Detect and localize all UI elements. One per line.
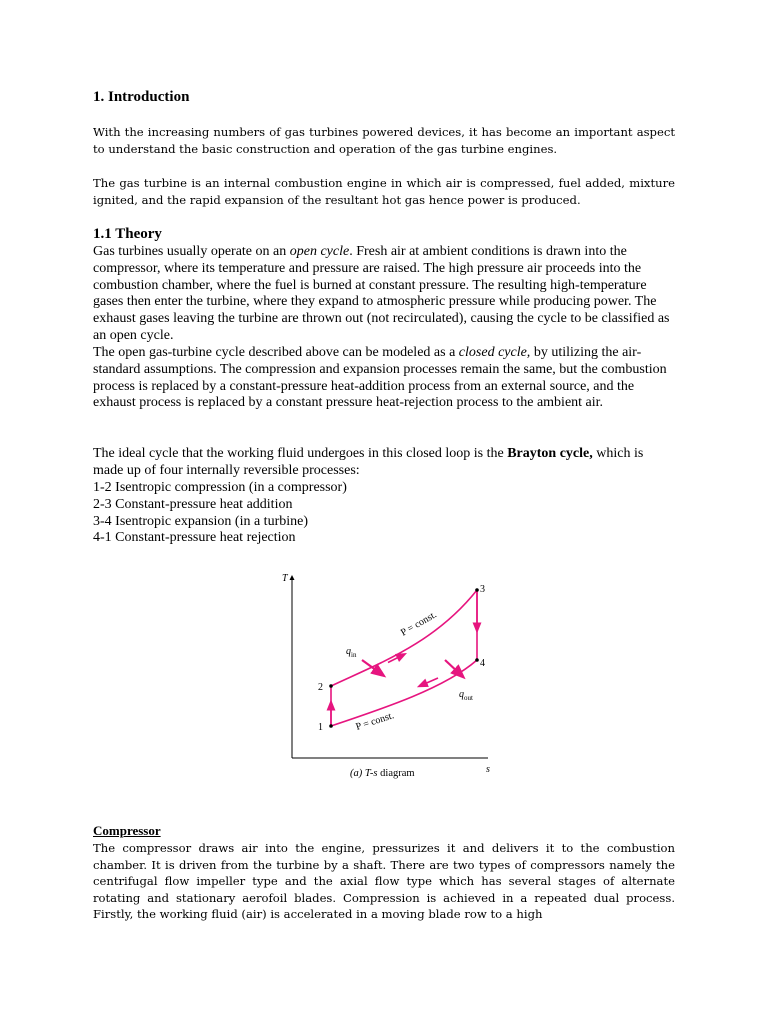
state-label-4: 4 — [480, 658, 485, 669]
process-list — [93, 480, 675, 547]
intro-paragraph-2: The gas turbine is an internal combustion engine in which air is compressed, fuel added, mixture ignited, and the rapid expansion of the resultant hot gas hence power is produced. — [93, 176, 675, 207]
term-open-cycle: open cycle — [289, 244, 350, 259]
x-axis-label: s — [486, 764, 490, 775]
process-4-1-arrow — [422, 678, 438, 685]
ts-diagram — [270, 568, 500, 788]
compressor-heading: Compressor — [93, 823, 161, 838]
process-item: 1-2 Isentropic compression (in a compressor) — [93, 480, 347, 495]
process-item: 2-3 Constant-pressure heat addition — [93, 496, 293, 512]
state-label-1: 1 — [318, 722, 323, 733]
state-label-2: 2 — [318, 682, 323, 693]
q-out-arrow — [445, 660, 460, 674]
y-axis-label: T — [282, 573, 288, 584]
process-item: 4-1 Constant-pressure heat rejection — [93, 530, 296, 546]
theory-paragraph-2: The open gas-turbine cycle described above can be modeled as a closed cycle, by utilizing the air-standard assumptions. The compression and expansion processes remain the same, but the combustion process is replaced by a constant-pressure heat-addition process from an external source, and the exhaust process is replaced by a constant pressure heat-rejection process to the ambient air. — [93, 345, 667, 411]
state-point-3 — [475, 588, 479, 592]
lower-isobar-label: P = const. — [354, 710, 396, 733]
intro-paragraph-1: With the increasing numbers of gas turbines powered devices, it has become an important aspect to understand the basic construction and operation of the gas turbine engines. — [93, 125, 675, 156]
theory-paragraph-1: Gas turbines usually operate on an open cycle. Fresh air at ambient conditions is drawn into the compressor, where its temperature and pressure are raised. The high pressure air proceeds into the combustion chamber, where the fuel is burned at constant pressure. The resulting high-temperature gases then enter the turbine, where they expand to atmospheric pressure while producing power. The exhaust gases leaving the turbine are thrown out (not recirculated), causing the cycle to be classified as an open cycle. — [93, 244, 670, 343]
compressor-paragraph: The compressor draws air into the engine, pressurizes it and delivers it to the combustion chamber. It is driven from the turbine by a shaft. There are two types of compressors namely the centrifugal flow impeller type and the axial flow type which has several stages of alternate rotating and stationary aerofoil blades. Compression is achieved in a repeated dual process. Firstly, the working fluid (air) is accelerated in a moving blade row to a high — [93, 841, 675, 921]
upper-isobar-label: P = const. — [399, 609, 439, 639]
section-heading-theory: 1.1 Theory — [93, 226, 162, 242]
state-label-3: 3 — [480, 584, 485, 595]
section-heading-introduction: 1. Introduction — [93, 89, 190, 105]
term-brayton-cycle: Brayton cycle, — [507, 446, 593, 461]
process-item: 3-4 Isentropic expansion (in a turbine) — [93, 513, 308, 529]
q-out-label: $q_{out}$ — [459, 689, 473, 702]
state-point-1 — [329, 724, 333, 728]
state-point-4 — [475, 658, 479, 662]
figure-caption: (a) T-s diagram — [350, 768, 415, 779]
q-in-label: $q_{in}$ — [346, 646, 357, 659]
term-closed-cycle: closed cycle, — [458, 345, 531, 360]
process-2-3-arrow — [388, 656, 402, 663]
theory-paragraph-3: The ideal cycle that the working fluid undergoes in this closed loop is the Brayton cycle, which is made up of four internally reversible processes: — [93, 446, 644, 478]
state-point-2 — [329, 684, 333, 688]
